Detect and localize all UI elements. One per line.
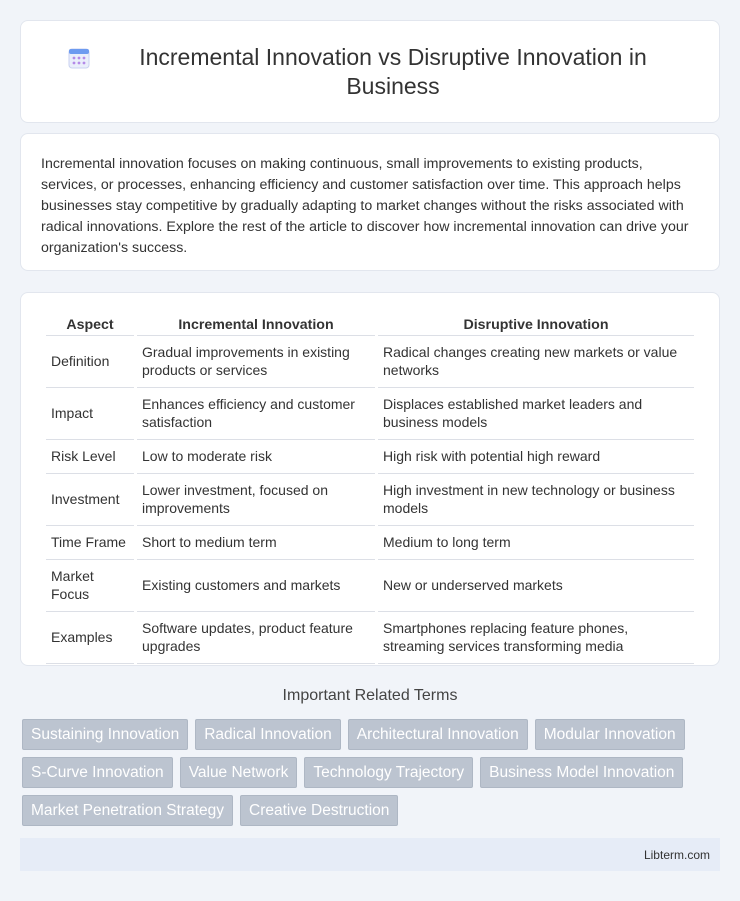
header-incremental: Incremental Innovation bbox=[137, 313, 375, 336]
row-aspect: Investment bbox=[46, 474, 134, 526]
title-card bbox=[20, 20, 720, 123]
comparison-table bbox=[43, 313, 697, 664]
term-tag-s-curve-innovation[interactable]: S-Curve Innovation bbox=[22, 757, 173, 788]
row-aspect: Impact bbox=[46, 388, 134, 440]
row-aspect: Definition bbox=[46, 336, 134, 388]
row-incremental: Lower investment, focused on improvements bbox=[137, 474, 375, 526]
term-tag-market-penetration-strategy[interactable]: Market Penetration Strategy bbox=[22, 795, 233, 826]
table-row bbox=[46, 440, 694, 474]
table-row bbox=[46, 612, 694, 664]
row-disruptive: Radical changes creating new markets or value networks bbox=[378, 336, 694, 388]
page-title: Incremental Innovation vs Disruptive Innovation in Business bbox=[139, 43, 647, 99]
row-incremental: Gradual improvements in existing products or services bbox=[137, 336, 375, 388]
term-tag-radical-innovation[interactable]: Radical Innovation bbox=[195, 719, 341, 750]
term-tag-sustaining-innovation[interactable]: Sustaining Innovation bbox=[22, 719, 188, 750]
row-disruptive: Medium to long term bbox=[378, 526, 694, 560]
intro-text: Incremental innovation focuses on making continuous, small improvements to existing products, services, or processes, enhancing efficiency and customer satisfaction over time. This approach helps businesses stay competitive by gradually adapting to market changes without the risks associated with radical innovations. Explore the rest of the article to discover how incremental innovation can drive your organization's success. bbox=[41, 156, 689, 256]
related-terms-list bbox=[22, 719, 722, 826]
row-aspect: Time Frame bbox=[46, 526, 134, 560]
title-wrap bbox=[60, 43, 680, 101]
intro-card bbox=[20, 133, 720, 271]
row-disruptive: New or underserved markets bbox=[378, 560, 694, 612]
term-tag-value-network[interactable]: Value Network bbox=[180, 757, 298, 788]
footer bbox=[20, 838, 720, 871]
header-disruptive: Disruptive Innovation bbox=[378, 313, 694, 336]
term-tag-creative-destruction[interactable]: Creative Destruction bbox=[240, 795, 398, 826]
row-disruptive: Displaces established market leaders and business models bbox=[378, 388, 694, 440]
term-tag-business-model-innovation[interactable]: Business Model Innovation bbox=[480, 757, 683, 788]
row-incremental: Low to moderate risk bbox=[137, 440, 375, 474]
term-tag-architectural-innovation[interactable]: Architectural Innovation bbox=[348, 719, 528, 750]
related-terms-heading: Important Related Terms bbox=[282, 687, 458, 704]
row-incremental: Short to medium term bbox=[137, 526, 375, 560]
footer-brand-link[interactable]: Libterm.com bbox=[643, 847, 710, 862]
row-incremental: Enhances efficiency and customer satisfaction bbox=[137, 388, 375, 440]
table-header-row bbox=[46, 313, 694, 336]
row-aspect: Examples bbox=[46, 612, 134, 664]
table-row bbox=[46, 388, 694, 440]
row-disruptive: Smartphones replacing feature phones, streaming services transforming media bbox=[378, 612, 694, 664]
table-row bbox=[46, 336, 694, 388]
header-aspect: Aspect bbox=[46, 313, 134, 336]
row-disruptive: High investment in new technology or business models bbox=[378, 474, 694, 526]
row-disruptive: High risk with potential high reward bbox=[378, 440, 694, 474]
term-tag-modular-innovation[interactable]: Modular Innovation bbox=[535, 719, 685, 750]
row-incremental: Software updates, product feature upgrades bbox=[137, 612, 375, 664]
table-row bbox=[46, 526, 694, 560]
row-incremental: Existing customers and markets bbox=[137, 560, 375, 612]
term-tag-technology-trajectory[interactable]: Technology Trajectory bbox=[304, 757, 473, 788]
calendar-icon bbox=[67, 46, 91, 70]
table-row bbox=[46, 560, 694, 612]
table-row bbox=[46, 474, 694, 526]
row-aspect: Risk Level bbox=[46, 440, 134, 474]
comparison-card bbox=[20, 292, 720, 666]
row-aspect: Market Focus bbox=[46, 560, 134, 612]
